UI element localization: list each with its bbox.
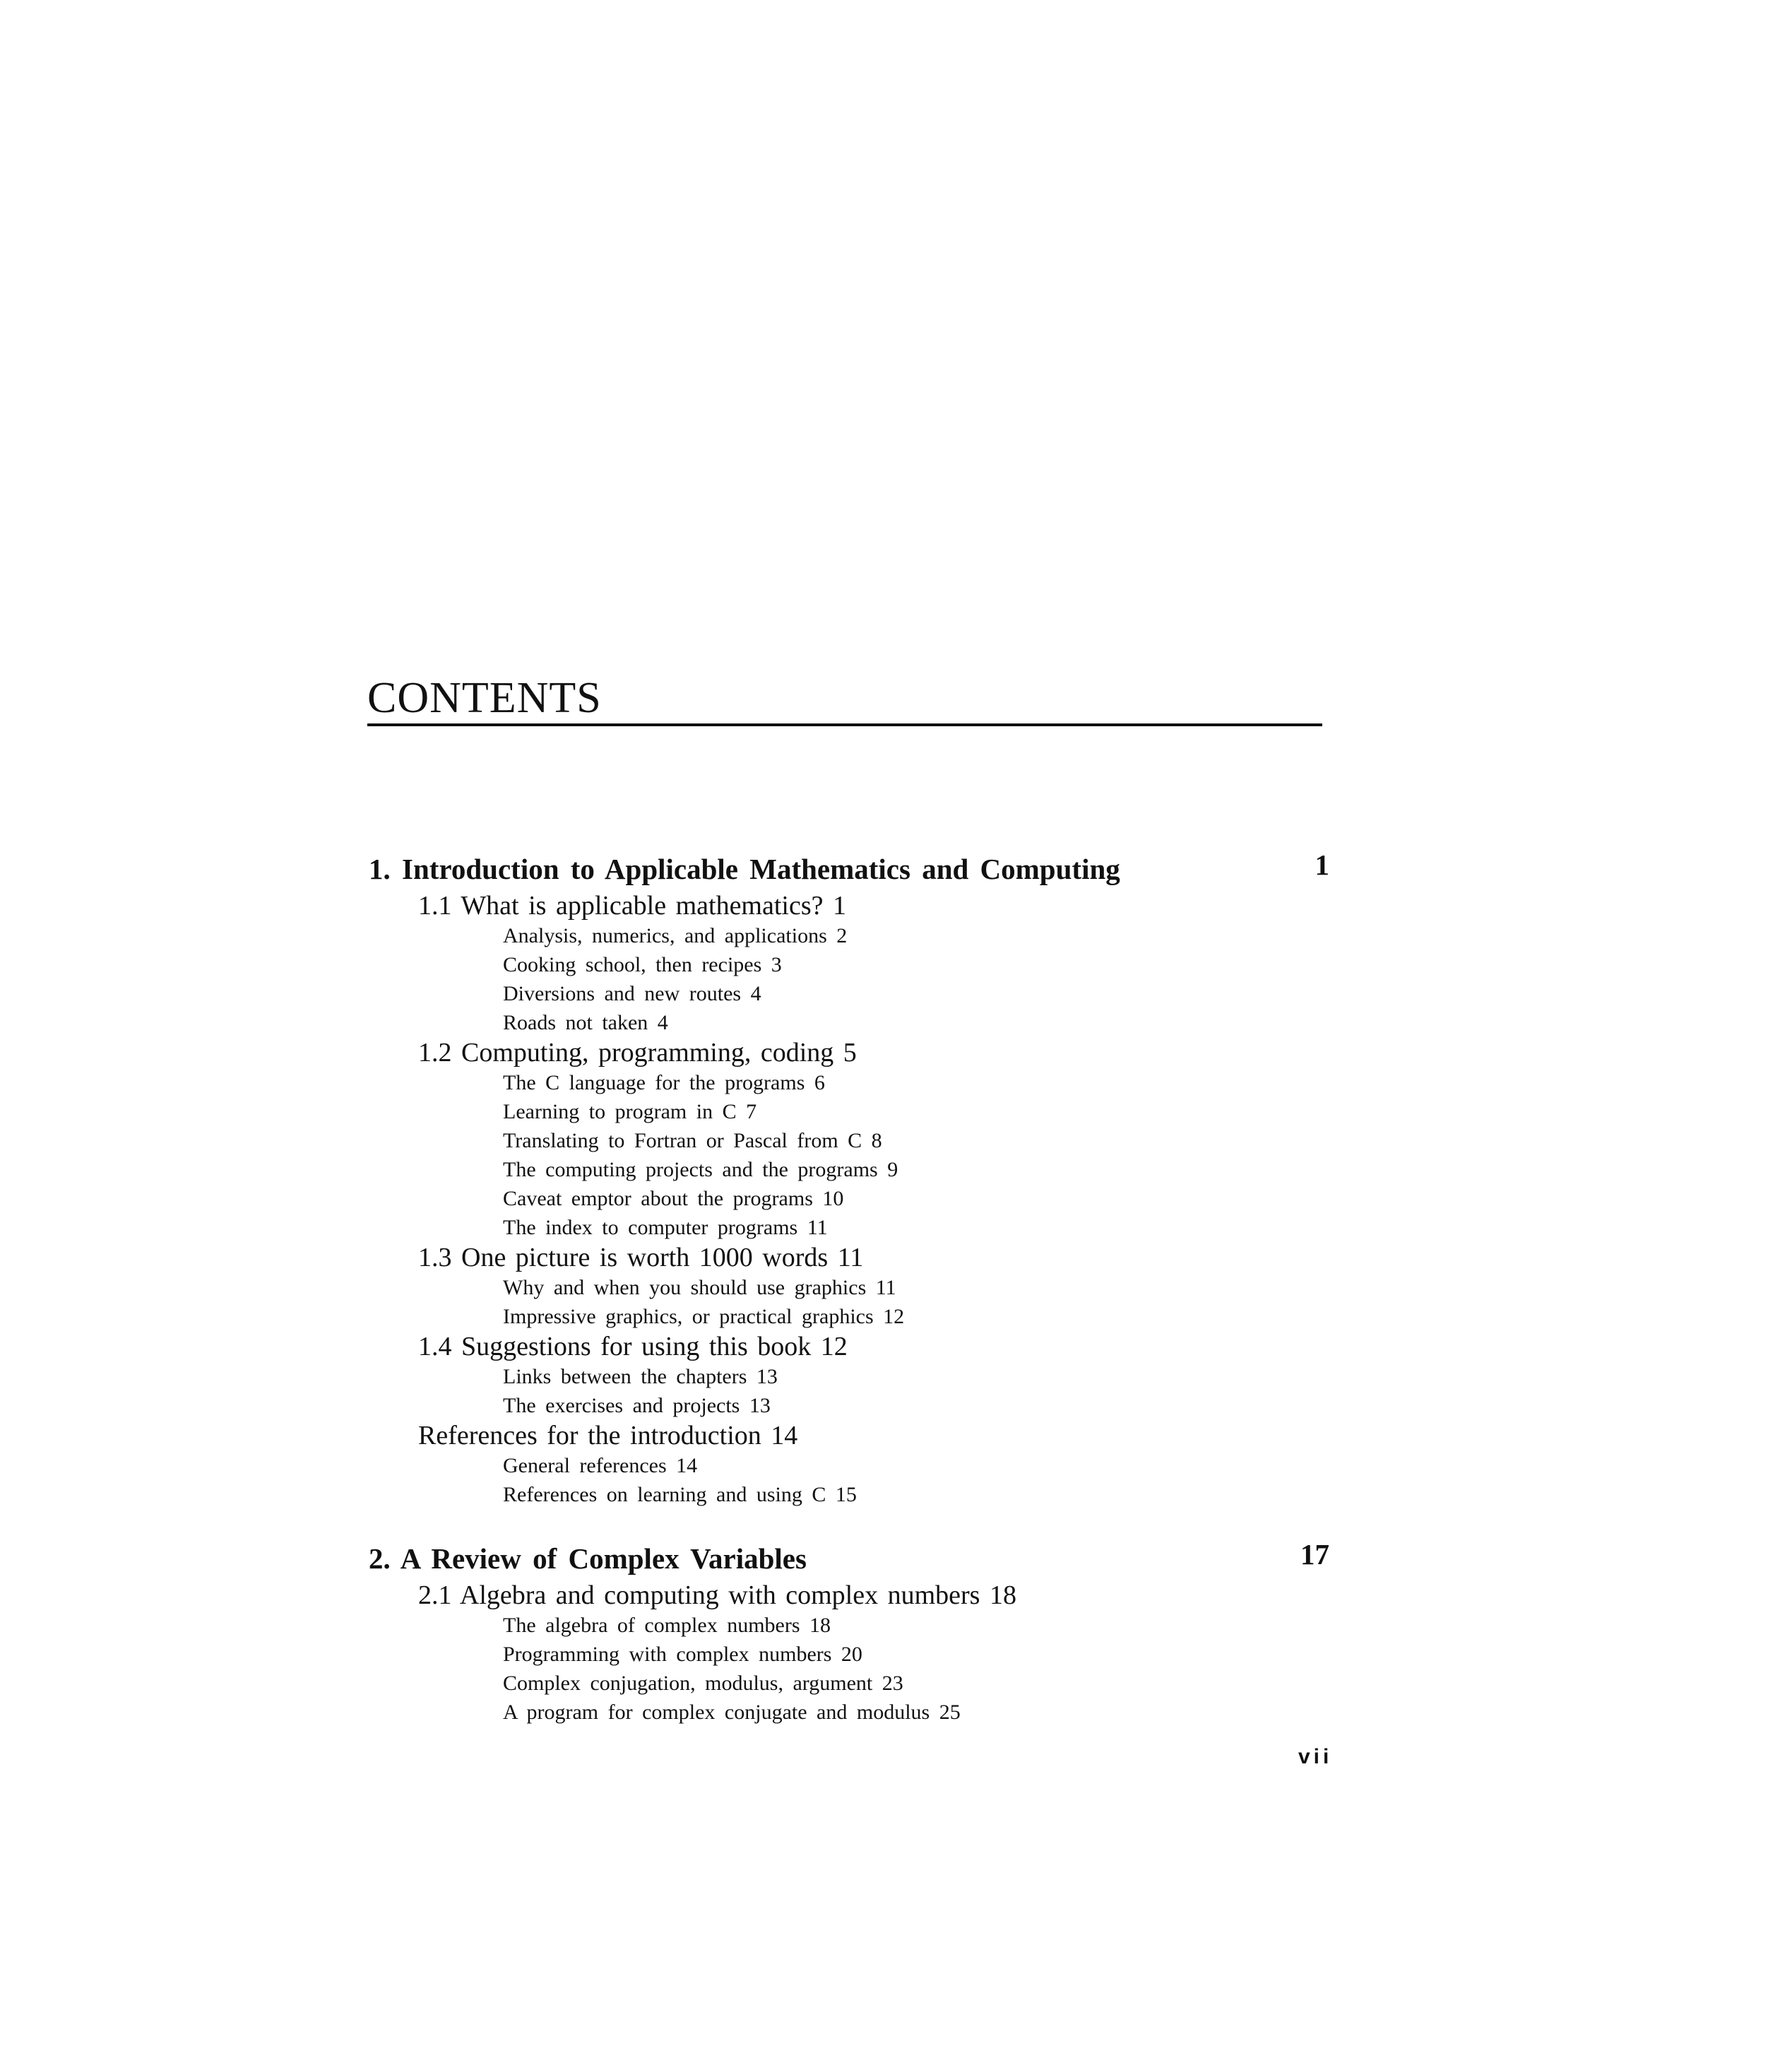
chapter-page-number: 1: [1315, 848, 1329, 881]
chapter-title: 2. A Review of Complex Variables: [369, 1542, 807, 1575]
table-of-contents: [369, 848, 1329, 1727]
toc-subsection-entry: The exercises and projects 13: [503, 1394, 771, 1417]
toc-subsection-entry: Why and when you should use graphics 11: [503, 1276, 896, 1299]
toc-subsection-entry: Caveat emptor about the programs 10: [503, 1187, 844, 1210]
toc-subsection-entry: Translating to Fortran or Pascal from C 8: [503, 1129, 882, 1152]
toc-subsection-entry: Programming with complex numbers 20: [503, 1643, 862, 1666]
toc-subsection-entry: Roads not taken 4: [503, 1011, 668, 1034]
chapter-title: 1. Introduction to Applicable Mathematics and Computing: [369, 853, 1120, 885]
toc-subsection-entry: A program for complex conjugate and modulus 25: [503, 1701, 961, 1724]
toc-section-entry: 1.1 What is applicable mathematics? 1: [418, 891, 846, 921]
toc-subsection-entry: The C language for the programs 6: [503, 1071, 825, 1094]
chapter-heading-row: [369, 1537, 1329, 1580]
contents-heading: CONTENTS: [367, 673, 1322, 726]
chapter-block: [369, 1537, 1329, 1727]
chapter-heading-row: [369, 848, 1329, 890]
toc-section-entry: 2.1 Algebra and computing with complex numbers 18: [418, 1580, 1016, 1610]
toc-section-entry: 1.4 Suggestions for using this book 12: [418, 1332, 848, 1361]
toc-subsection-entry: The computing projects and the programs 9: [503, 1158, 898, 1181]
chapter-spacer: [369, 1509, 1329, 1537]
toc-subsection-entry: Diversions and new routes 4: [503, 982, 761, 1005]
toc-section-entry: 1.2 Computing, programming, coding 5: [418, 1038, 857, 1068]
toc-subsection-entry: The algebra of complex numbers 18: [503, 1614, 831, 1637]
toc-subsection-entry: The index to computer programs 11: [503, 1216, 828, 1239]
page-number: vii: [1298, 1745, 1333, 1768]
toc-subsection-entry: Cooking school, then recipes 3: [503, 953, 782, 976]
toc-subsection-entry: General references 14: [503, 1454, 698, 1477]
toc-subsection-entry: References on learning and using C 15: [503, 1483, 857, 1506]
toc-subsection-entry: Analysis, numerics, and applications 2: [503, 924, 848, 947]
toc-subsection-entry: Learning to program in C 7: [503, 1100, 757, 1123]
toc-subsection-entry: Impressive graphics, or practical graphics 12: [503, 1305, 905, 1328]
toc-section-entry: 1.3 One picture is worth 1000 words 11: [418, 1243, 864, 1272]
chapter-page-number: 17: [1300, 1538, 1329, 1571]
toc-section-entry: References for the introduction 14: [418, 1421, 798, 1450]
chapter-block: [369, 848, 1329, 1509]
toc-subsection-entry: Complex conjugation, modulus, argument 23: [503, 1672, 903, 1695]
toc-subsection-entry: Links between the chapters 13: [503, 1365, 778, 1388]
